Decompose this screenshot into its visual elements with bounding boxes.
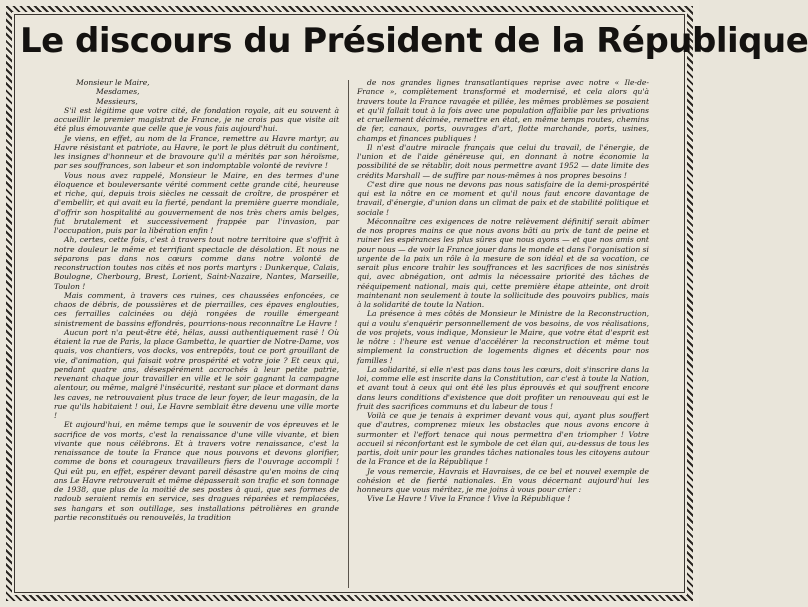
left-column bbox=[54, 78, 339, 592]
paragraph: Je vous remercie, Havrais et Havraises, de ce bel et nouvel exemple de cohésion et de fierté nationales. En vous décernant aujourd'hui les honneurs que vous méritez, je me joins à vous pour crier : bbox=[357, 466, 649, 494]
paragraph: Il n'est d'autre miracle français que celui du travail, de l'énergie, de l'union et de l'aide généreuse qui, en donnant à notre économie la possibilité de se rétablir, doit nous permettre avant 1952 — date limite des crédits Marshall — de suffire par nous-mêmes à nos propres besoins ! bbox=[357, 142, 649, 180]
paragraph: La présence à mes côtés de Monsieur le Ministre de la Reconstruction, qui a voulu s'enquérir personnellement de vos besoins, de vos réalisations, de vos projets, vous indique, Monsieur le Maire, que votre état d'esprit est le nôtre : l'heure est venue d'accélérer la reconstruction et même tout simplement la construction de logements dignes et décents pour nos familles ! bbox=[357, 309, 649, 365]
paragraph: Voilà ce que je tenais à exprimer devant vous qui, ayant plus souffert que d'autres, comprenez mieux les obstacles que nous avons encore à surmonter et l'effort tenace qui nous permettra d'en triompher ! Votre accueil si réconfortant est le symbole de cet élan qui, au-dessus de tous les partis, doit unir pour les grandes tâches nationales tous les citoyens autour de la France et de la République ! bbox=[357, 411, 649, 467]
paragraph: Mais comment, à travers ces ruines, ces chaussées enfoncées, ce chaos de débris, de poussières et de pierrailles, ces épaves englouties, ces ferrailles calcinées ou déjà rongées de rouille émergeant sinistrement de bassins effondrés, pourrions-nous reconnaître Le Havre ! bbox=[54, 290, 339, 328]
paragraph: Mesdames, bbox=[96, 87, 140, 97]
paragraph: Vous nous avez rappelé, Monsieur le Maire, en des termes d'une éloquence et bouleversante vérité comment cette grande cité, heureuse et riche, qui, depuis trois siècles ne cessait de croître, de prospérer et d'embellir, et qui avait eu la fierté, pendant la première guerre mondiale, d'offrir son hospitalité au gouvernement de nos très chers amis belges, fut brutalement et successivement frappée par l'invasion, par l'occupation, puis par la libération enfin ! bbox=[54, 170, 339, 235]
paragraph: La solidarité, si elle n'est pas dans tous les cœurs, doit s'inscrire dans la loi, comme elle est inscrite dans la Constitution, car c'est à toute la Nation, et avant tout à ceux qui ont été les plus éprouvés et qui souffrent encore dans leurs conditions d'existence que doit profiter un renouveau qui est le fruit des sacrifices communs et du labeur de tous ! bbox=[357, 364, 649, 411]
paragraph: Ah, certes, cette fois, c'est à travers tout notre territoire que s'offrit à notre douleur le même et terrifiant spectacle de désolation. Et nous ne séparons pas dans nos cœurs comme dans notre volonté de reconstruction toutes nos cités et nos ports martyrs : Dunkerque, Calais, Boulogne, Cherbourg, Brest, Lorient, Saint-Nazaire, Nantes, Marseille, Toulon ! bbox=[54, 235, 339, 291]
article-title: Le discours du Président de la République bbox=[20, 21, 808, 61]
right-column bbox=[357, 78, 649, 592]
paragraph: Et aujourd'hui, en même temps que le souvenir de vos épreuves et le sacrifice de vos morts, c'est la renaissance d'une ville vivante, et bien vivante que nous célébrons. Et à travers votre renaissance, c'est la renaissance de toute la France que nous pouvons et devons glorifier, comme de bons et courageux travailleurs fiers de l'ouvrage accompli ! Qui eût pu, en effet, espérer devant pareil désastre qu'en moins de cinq ans Le Havre retrouverait et même dépasserait son trafic et son tonnage de 1938, que plus de la moitié de ses postes à quai, que ses formes de radoub seraient remis en service, ses dragues réparées et remplacées, ses hangars et son outillage, ses installations pétrolières en grande partie reconstitués ou renouvelés, la tradition bbox=[54, 420, 339, 522]
paragraph: de nos grandes lignes transatlantiques reprise avec notre « Ile-de-France », complètement transformé et modernisé, et cela alors qu'à travers toute la France ravagée et pillée, les mêmes problèmes se posaient et qu'il fallait tout à la fois avec une population affaiblie par les privations et cruellement décimée, remettre en état, en même temps routes, chemins de fer, canaux, ports, ouvrages d'art, flotte marchande, ports, usines, champs et finances publiques ! bbox=[357, 78, 649, 143]
column-divider bbox=[348, 80, 349, 588]
paragraph: Messieurs, bbox=[96, 96, 138, 106]
paragraph: Monsieur le Maire, bbox=[76, 78, 150, 87]
paragraph: S'il est légitime que votre cité, de fondation royale, ait eu souvent à accueillir le premier magistrat de France, je ne crois pas que visite ait été plus émouvante que celle que je vous fais aujourd'hui. bbox=[54, 105, 339, 134]
paragraph: Je viens, en effet, au nom de la France, remettre au Havre martyr, au Havre résistant et patriote, au Havre, le port le plus détruit du continent, les insignes d'honneur et de bravoure qu'il a mérités par son héroïsme, par ses souffrances, son labeur et son indomptable volonté de revivre ! bbox=[54, 133, 339, 171]
paragraph: Vive Le Havre ! Vive la France ! Vive la République ! bbox=[367, 494, 571, 504]
paragraph: Aucun port n'a peut-être été, hélas, aussi authentiquement rasé ! Où étaient la rue de Paris, la place Gambetta, le quartier de Notre-Dame, vos quais, vos chantiers, vos docks, vos entrepôts, tout ce port grouillant de vie, d'animation, qui faisait votre prospérité et votre joie ? Et ceux qui, pendant quatre ans, désespérément accrochés à leur petite patrie, revenant chaque jour travailler en ville et le soir gagnant la campagne alentour, ou même, malgré l'insécurité, restant sur place et dormant dans les caves, ne retrouvaient plus trace de leur foyer, de leur magasin, de la rue qu'ils habitaient ! oui, Le Havre semblait être devenu une ville morte ! bbox=[54, 327, 339, 420]
paragraph: Méconnaître ces exigences de notre relèvement définitif serait abîmer de nos propres mains ce que nous avons bâti au prix de tant de peine et ruiner les espérances les plus sûres que nous ayons — et que nos amis ont pour nous — de voir la France jouer dans le monde et dans l'organisation si urgente de la paix un rôle à la mesure de son idéal et de sa vocation, ce serait plus encore trahir les souffrances et les sacrifices de nos sinistrés qui, avec abnégation, ont admis la nécessaire priorité des tâches de rééquipement national, mais qui, cette première étape atteinte, ont droit maintenant non seulement à toute la sollicitude des pouvoirs publics, mais à la solidarité de toute la Nation. bbox=[357, 216, 649, 309]
paragraph: C'est dire que nous ne devons pas nous satisfaire de la demi-prospérité qui est la nôtre en ce moment et qu'il nous faut encore davantage de travail, d'énergie, d'union dans un climat de paix et de stabilité politique et sociale ! bbox=[357, 179, 649, 217]
